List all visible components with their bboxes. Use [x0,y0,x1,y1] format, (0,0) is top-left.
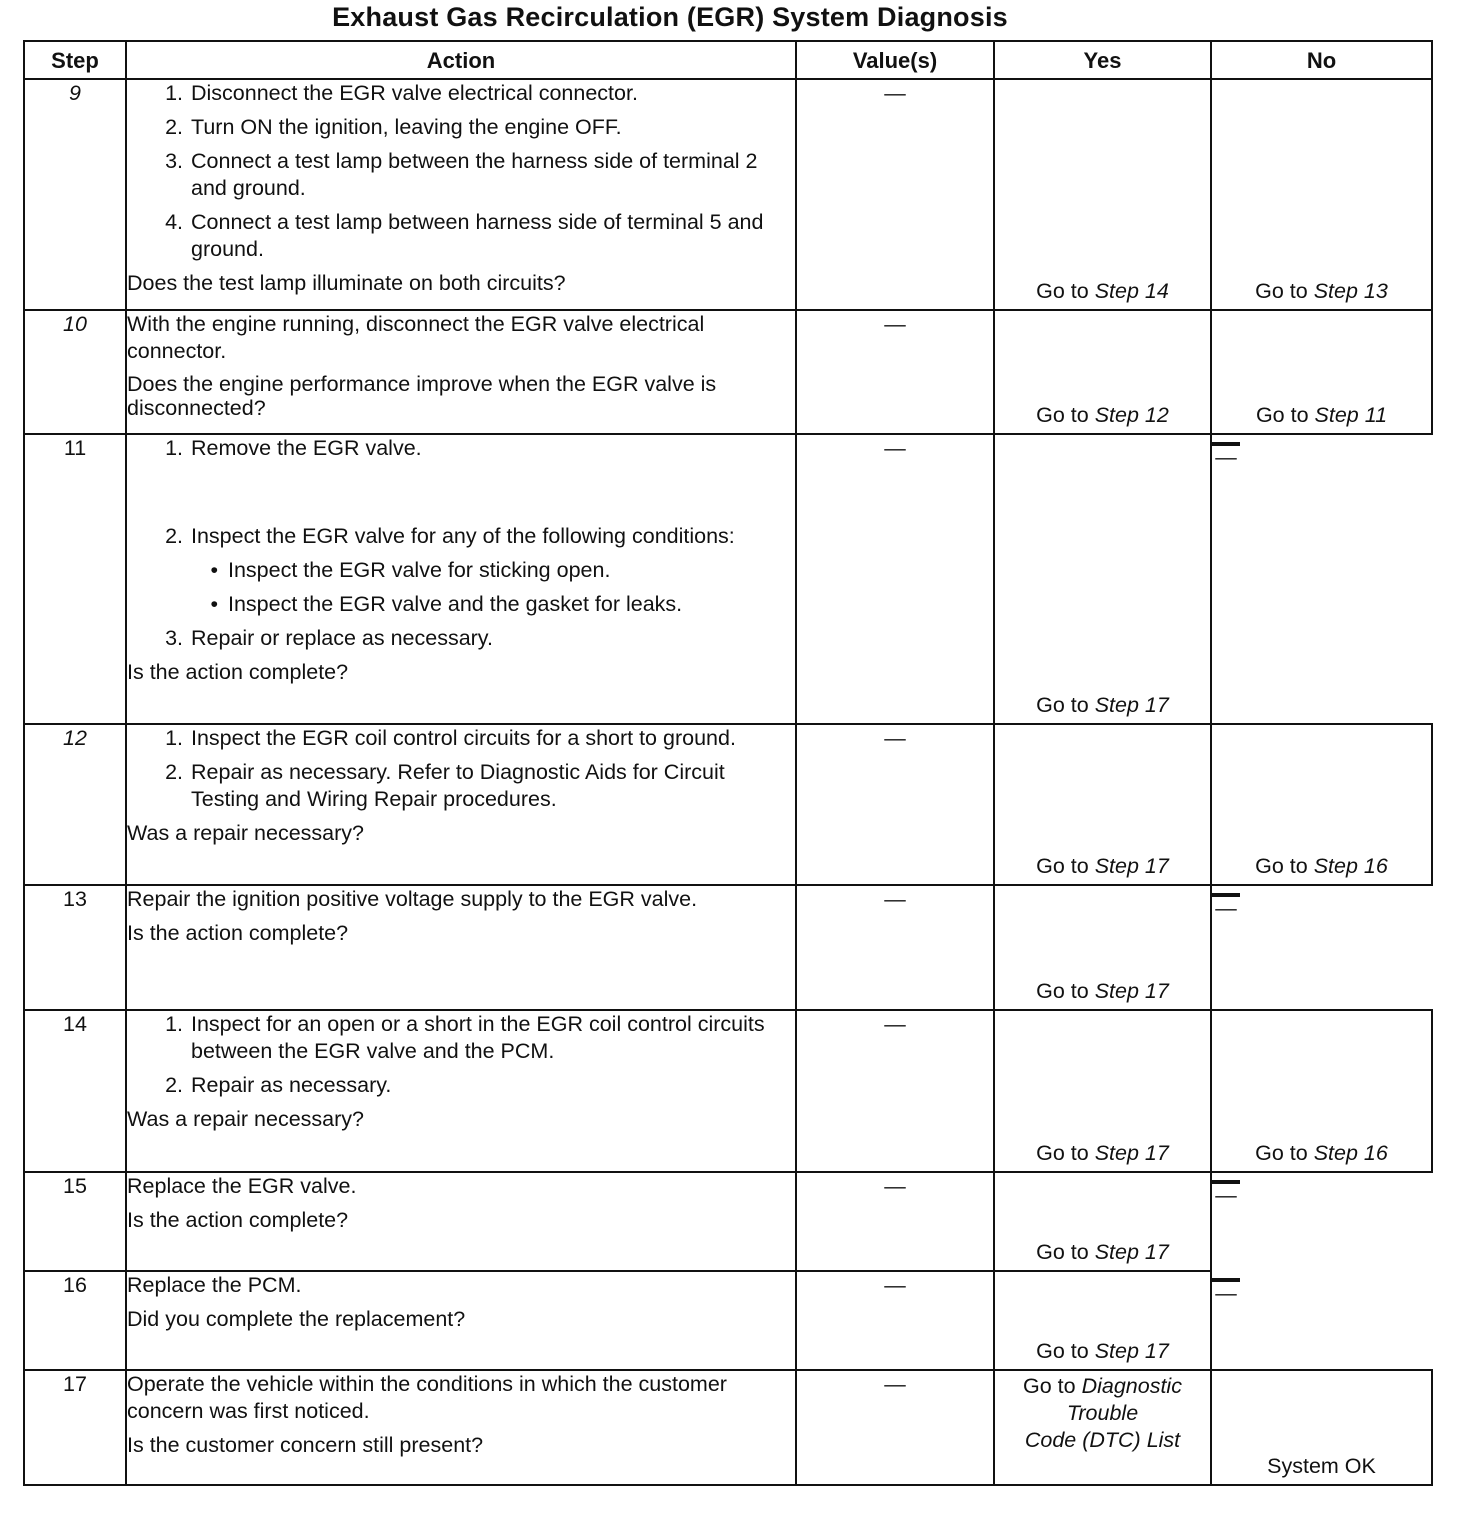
no-target: Step 13 [1313,279,1388,303]
yes-target: Step 17 [1094,693,1169,717]
list-item: 3. Connect a test lamp between the harness side of terminal 2 and ground. [165,149,758,200]
value-cell [796,1271,994,1370]
yes-cell [994,1370,1211,1485]
action-text: Repair the ignition positive voltage supply to the EGR valve. [127,887,698,911]
table-row [24,885,1432,1010]
value-cell [796,1172,994,1271]
list-item: • Inspect the EGR valve for sticking open. [210,558,611,582]
yes-cell: Go to Step 12 [994,310,1211,434]
value-cell [796,724,994,885]
action-cell [126,1010,796,1172]
step-number: 12 [63,726,87,750]
action-cell [126,885,796,1010]
list-item: 1. Disconnect the EGR valve electrical connector. [165,81,638,105]
step-cell [24,1271,126,1370]
value-dash: — [884,81,906,105]
action-cell [126,1172,796,1271]
table-row [24,1010,1432,1172]
bullet-list [127,557,795,618]
value-dash: — [884,1273,906,1297]
table-row [24,434,1432,724]
action-steps [127,80,795,270]
action-text: Replace the EGR valve. [127,1174,357,1198]
table-row [24,724,1432,885]
no-target: Step 16 [1313,1141,1388,1165]
no-dash: — [1215,1182,1237,1207]
step-cell [24,310,126,434]
no-target: System OK [1267,1454,1376,1478]
no-cell [1212,442,1240,469]
step-number: 17 [63,1372,87,1396]
value-cell [796,434,994,724]
step-number: 9 [69,81,81,105]
no-dash: — [1215,444,1237,469]
value-dash: — [884,436,906,460]
action-cell [126,1370,796,1485]
list-item: 3. Repair or replace as necessary. [165,626,493,650]
step-number: 13 [63,887,87,911]
action-cell [126,1271,796,1370]
list-item: 2. Repair as necessary. Refer to Diagnostic Aids for Circuit Testing and Wiring Repair procedures. [165,760,725,811]
action-cell [126,310,796,434]
action-text: Replace the PCM. [127,1273,302,1297]
yes-cell: Go to Step 17 [994,1172,1211,1271]
action-cell [126,724,796,885]
action-question: Was a repair necessary? [127,821,364,845]
diagnosis-table [23,40,1433,1486]
no-dash: — [1215,895,1237,920]
list-item: 2. Repair as necessary. [165,1073,392,1097]
action-question: Is the action complete? [127,1208,349,1232]
table-row [24,1271,1432,1370]
no-cell [1211,1370,1432,1485]
step-number: 14 [63,1012,87,1036]
action-text: Operate the vehicle within the conditions in which the customer concern was first noticed. [127,1372,727,1423]
step-cell [24,724,126,885]
value-dash: — [884,312,906,336]
step-number: 11 [63,436,87,460]
page-title: Exhaust Gas Recirculation (EGR) System Diagnosis [332,2,1008,32]
list-item: 2. Inspect the EGR valve for any of the following conditions: • Inspect the EGR valve for sticking open. • Inspect the EGR valve and the gasket for leaks. [127,523,795,618]
step-cell [24,79,126,310]
step-cell [24,434,126,724]
action-cell [126,434,796,724]
action-steps [127,725,795,820]
list-item: 1. Inspect for an open or a short in the EGR coil control circuits between the EGR valve and the PCM. [165,1012,765,1063]
no-cell: Go to Step 16 [1211,724,1432,885]
value-cell [796,1370,994,1485]
yes-target: Step 17 [1094,979,1169,1003]
action-question: Is the action complete? [127,660,349,684]
yes-target: Step 17 [1094,1339,1169,1363]
action-question: Does the engine performance improve when the EGR valve is disconnected? [127,372,717,420]
no-cell: Go to Step 16 [1211,1010,1432,1172]
list-item: 1. Inspect the EGR coil control circuits for a short to ground. [165,726,736,750]
yes-cell: Go to Step 17 [994,434,1211,724]
no-cell [1212,1278,1240,1305]
header-action: Action [126,41,796,79]
table-row [24,310,1432,434]
yes-target: Step 17 [1094,1240,1169,1264]
action-cell [126,79,796,310]
step-cell [24,885,126,1010]
yes-target: Go to Diagnostic Trouble Code (DTC) List [1023,1374,1182,1452]
value-dash: — [884,887,906,911]
yes-target: Step 17 [1094,854,1169,878]
header-yes: Yes [994,41,1211,79]
value-dash: — [884,1012,906,1036]
no-cell: Go to Step 11 [1211,310,1432,434]
no-target: Step 16 [1313,854,1388,878]
no-dash: — [1215,1280,1237,1305]
action-steps [127,1011,795,1106]
value-cell [796,1010,994,1172]
yes-target: Step 12 [1094,403,1169,427]
list-item: 4. Connect a test lamp between harness side of terminal 5 and ground. [165,210,764,261]
yes-cell: Go to Step 17 [994,885,1211,1010]
value-dash: — [884,1372,906,1396]
header-no: No [1211,41,1432,79]
yes-target: Step 17 [1094,1141,1169,1165]
header-step: Step [24,41,126,79]
no-cell [1212,893,1240,920]
step-number: 16 [63,1273,87,1297]
action-text: With the engine running, disconnect the EGR valve electrical connector. [127,312,705,363]
no-cell [1212,1180,1240,1207]
step-cell [24,1010,126,1172]
action-question: Was a repair necessary? [127,1107,364,1131]
yes-cell: Go to Step 17 [994,1271,1211,1370]
step-cell [24,1172,126,1271]
action-steps [127,435,795,659]
value-cell [796,310,994,434]
value-dash: — [884,726,906,750]
list-item: 2. Turn ON the ignition, leaving the engine OFF. [165,115,622,139]
yes-cell: Go to Step 17 [994,724,1211,885]
list-item: 1. Remove the EGR valve. [165,436,422,460]
table-row [24,79,1432,310]
step-number: 10 [63,312,87,336]
no-cell: Go to Step 13 [1211,79,1432,310]
action-question: Did you complete the replacement? [127,1307,466,1331]
action-question: Is the action complete? [127,921,349,945]
value-dash: — [884,1174,906,1198]
value-cell [796,885,994,1010]
list-item: • Inspect the EGR valve and the gasket for leaks. [210,592,683,616]
step-number: 15 [63,1174,87,1198]
value-cell [796,79,994,310]
no-target: Step 11 [1314,403,1388,427]
action-question: Is the customer concern still present? [127,1433,484,1457]
header-values: Value(s) [796,41,994,79]
table-row [24,1172,1432,1271]
header-row [24,41,1432,79]
yes-cell: Go to Step 14 [994,79,1211,310]
action-question: Does the test lamp illuminate on both circuits? [127,271,566,295]
yes-cell: Go to Step 17 [994,1010,1211,1172]
step-cell [24,1370,126,1485]
table-row [24,1370,1432,1485]
yes-target: Step 14 [1094,279,1169,303]
